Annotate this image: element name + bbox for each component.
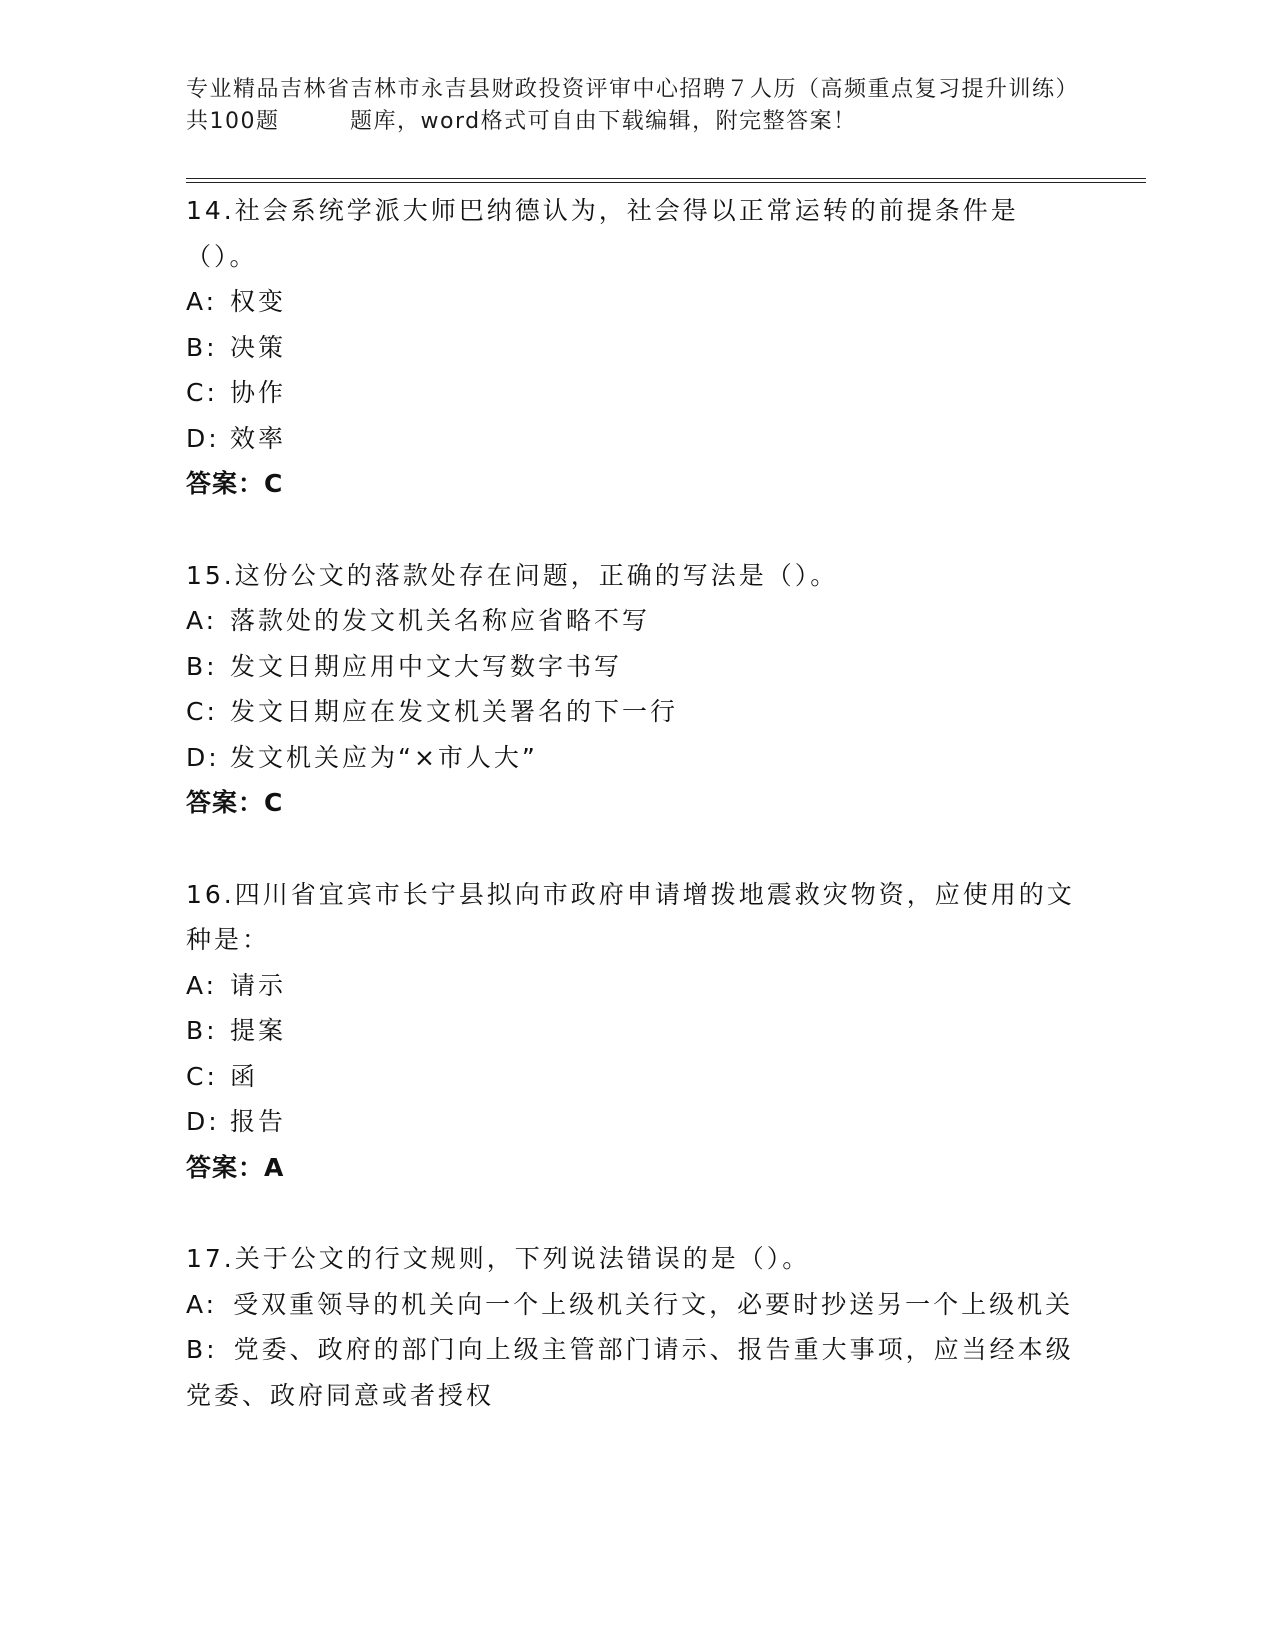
option-text: 报告: [230, 1107, 287, 1136]
question-list: [186, 188, 1086, 1464]
option-text: 党委、政府的部门向上级主管部门请示、报告重大事项，应当经本级党委、政府同意或者授权: [186, 1335, 1074, 1410]
option-b: [186, 1327, 1086, 1418]
option-c: [186, 689, 1086, 735]
option-c: [186, 1054, 1086, 1100]
question-stem: 14.社会系统学派大师巴纳德认为，社会得以正常运转的前提条件是（）。: [186, 196, 1019, 271]
option-key: D:: [186, 423, 220, 453]
question-14: [186, 188, 1086, 507]
header-divider: [186, 178, 1146, 183]
option-b: [186, 644, 1086, 690]
option-d: [186, 416, 1086, 462]
option-b: [186, 1008, 1086, 1054]
question-stem: 16.四川省宜宾市长宁县拟向市政府申请增拨地震救灾物资，应使用的文种是：: [186, 879, 1075, 954]
option-key: D:: [186, 742, 220, 772]
option-text: 协作: [230, 378, 287, 407]
option-text: 函: [230, 1061, 259, 1091]
option-key: B:: [186, 1335, 218, 1364]
option-text: 权变: [230, 287, 287, 316]
option-key: C:: [186, 378, 218, 407]
option-b: [186, 325, 1086, 371]
answer-line: 答案：C: [186, 788, 284, 817]
option-text: 发文机关应为“×市人大”: [230, 742, 538, 772]
header-title: 专业精品吉林省吉林市永吉县财政投资评审中心招聘７人历（高频重点复习提升训练）共100题 题库，word格式可自由下载编辑，附完整答案！: [186, 77, 1080, 134]
option-key: A:: [186, 606, 218, 635]
answer-line: 答案：A: [186, 1152, 285, 1182]
document-header: [186, 74, 1086, 138]
option-text: 请示: [230, 970, 287, 1000]
option-key: A:: [186, 970, 218, 1000]
question-stem: 17.关于公文的行文规则，下列说法错误的是（）。: [186, 1244, 811, 1273]
question-15: [186, 553, 1086, 826]
question-17: [186, 1236, 1086, 1418]
option-a: [186, 1282, 1086, 1328]
answer-line: 答案：C: [186, 469, 284, 498]
option-text: 发文日期应在发文机关署名的下一行: [230, 697, 679, 726]
option-key: C:: [186, 1061, 218, 1091]
option-key: A:: [186, 1289, 218, 1319]
option-c: [186, 370, 1086, 416]
option-a: [186, 598, 1086, 644]
option-key: C:: [186, 697, 218, 726]
option-key: B:: [186, 332, 218, 362]
option-a: [186, 963, 1086, 1009]
option-text: 发文日期应用中文大写数字书写: [230, 651, 623, 681]
option-key: B:: [186, 651, 218, 681]
option-d: [186, 1099, 1086, 1145]
question-16: [186, 872, 1086, 1191]
option-key: A:: [186, 287, 218, 316]
option-text: 效率: [230, 423, 287, 453]
option-d: [186, 735, 1086, 781]
option-text: 受双重领导的机关向一个上级机关行文，必要时抄送另一个上级机关: [233, 1289, 1074, 1319]
option-a: [186, 279, 1086, 325]
option-key: D:: [186, 1107, 220, 1136]
option-text: 决策: [230, 332, 287, 362]
option-text: 落款处的发文机关名称应省略不写: [230, 606, 651, 635]
option-key: B:: [186, 1016, 218, 1045]
question-stem: 15.这份公文的落款处存在问题，正确的写法是（）。: [186, 560, 839, 590]
option-text: 提案: [230, 1016, 287, 1045]
